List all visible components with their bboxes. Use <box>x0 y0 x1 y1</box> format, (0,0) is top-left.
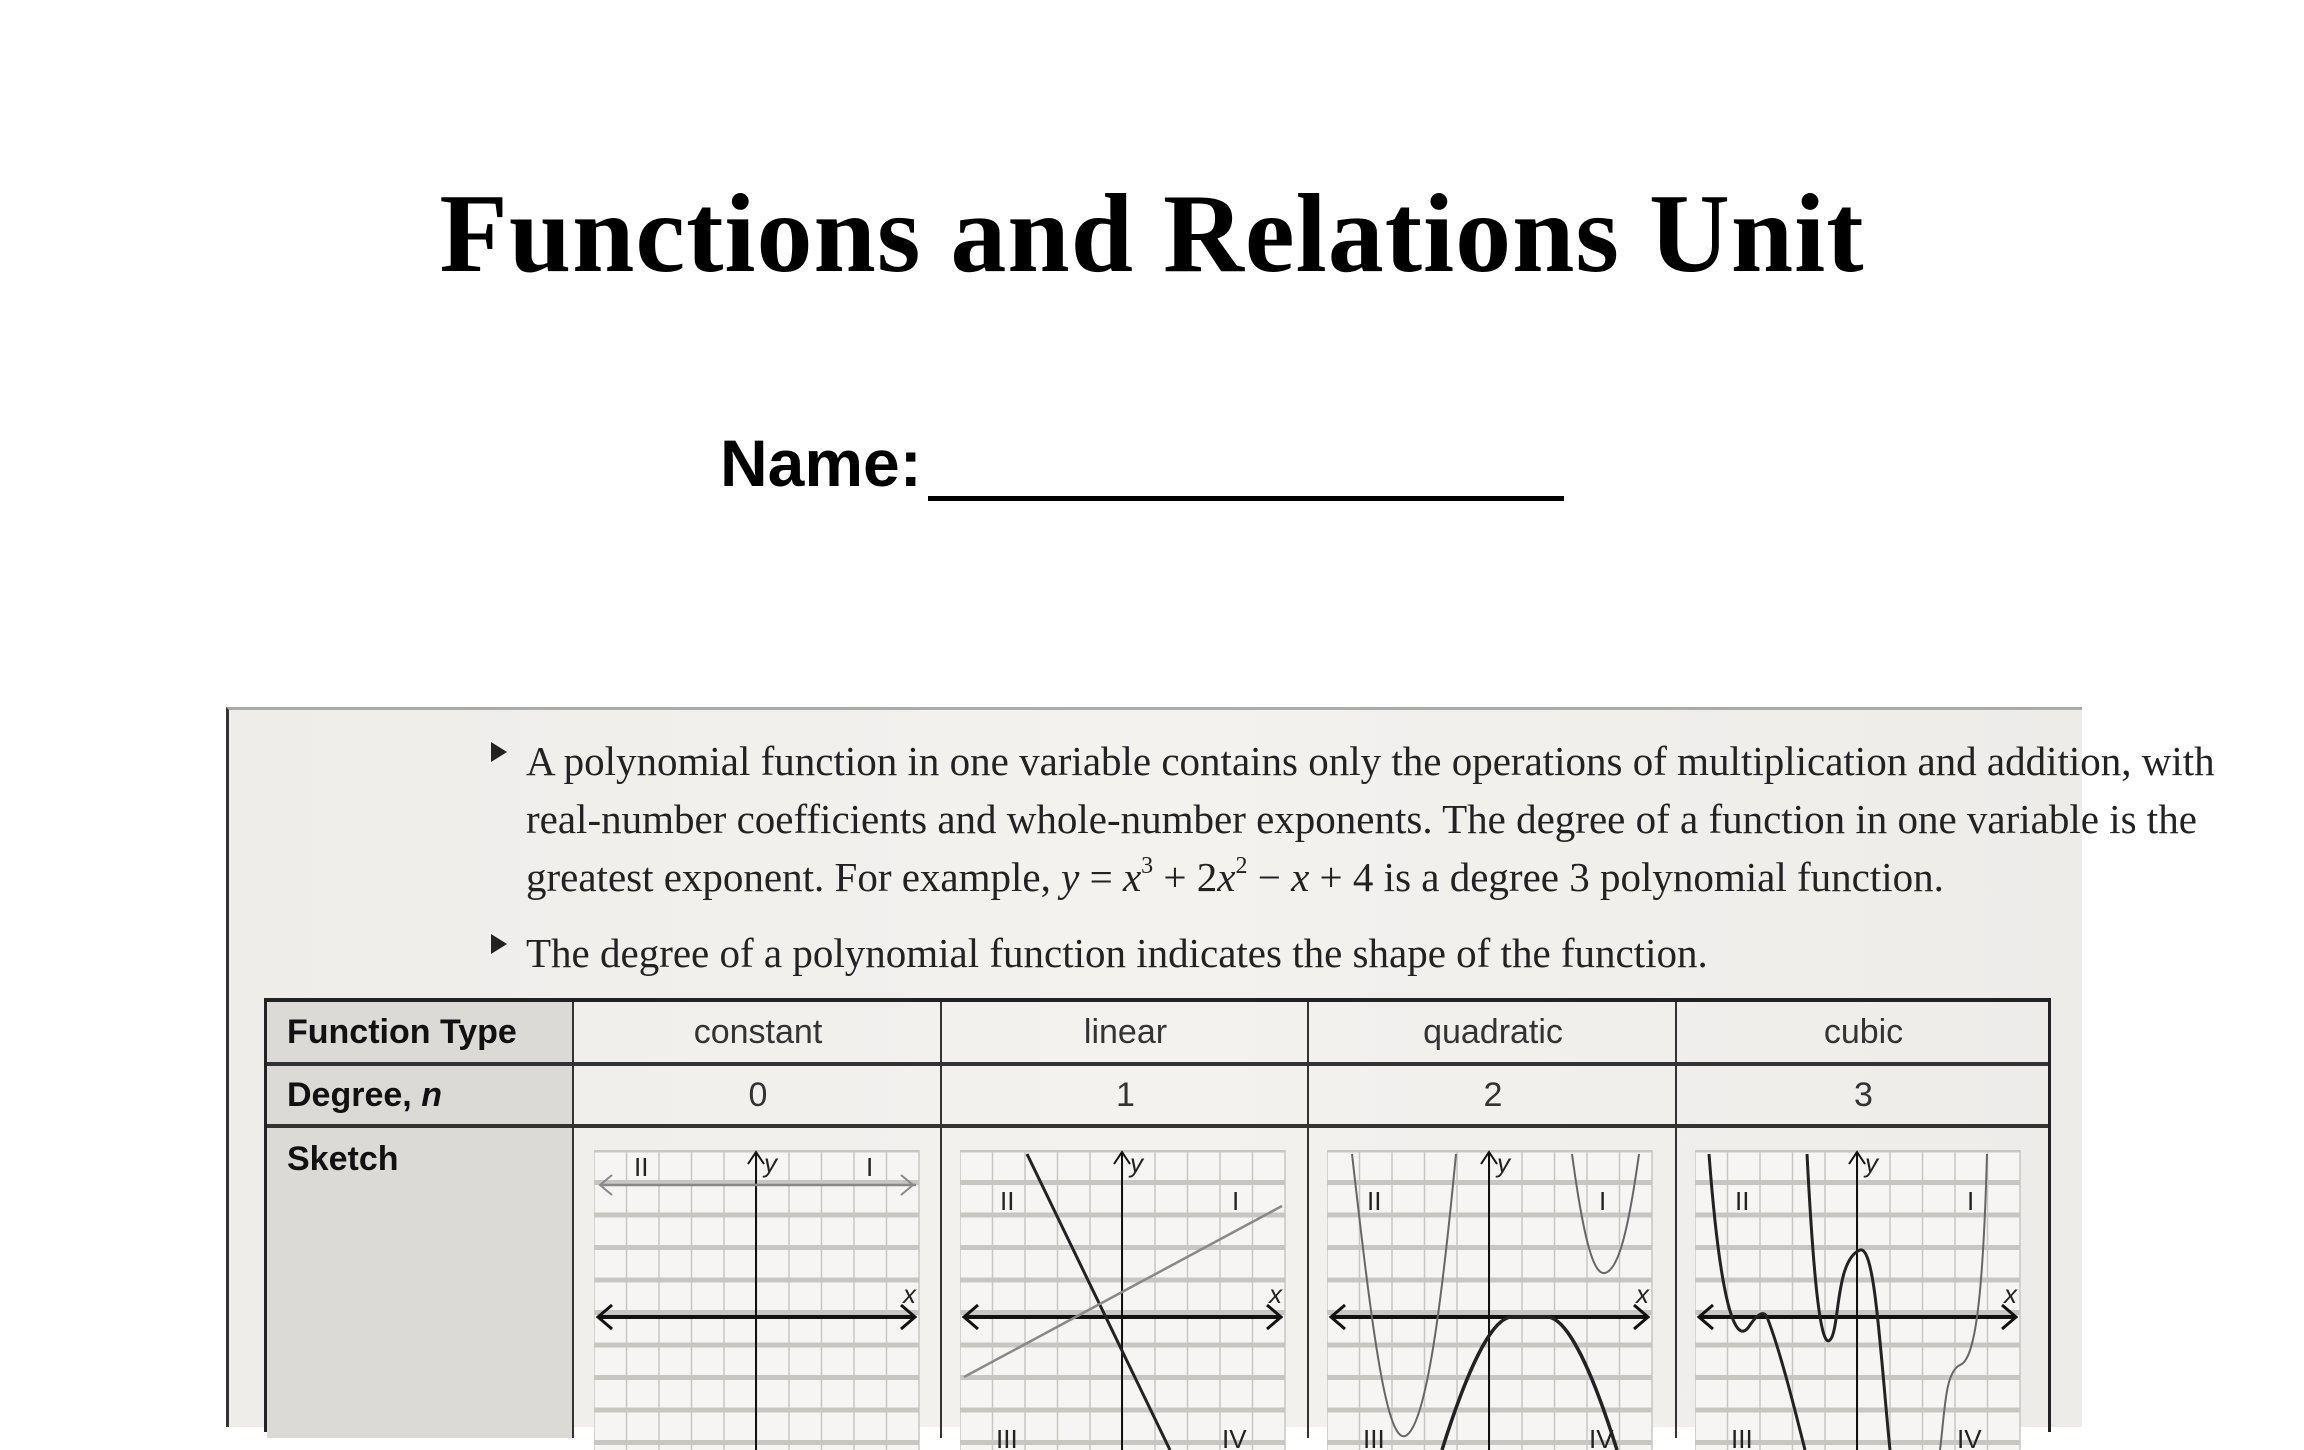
cell-sketch <box>940 1128 1309 1450</box>
quadrant-label: III <box>996 1424 1018 1450</box>
quadrant-label: IV <box>1589 1424 1614 1450</box>
quadratic-graph <box>1327 1150 1657 1450</box>
eq-part: y <box>1061 854 1080 900</box>
cell-sketch <box>1307 1128 1677 1450</box>
quadrant-label: II <box>1735 1186 1750 1216</box>
axis-label: x <box>1269 1279 1282 1309</box>
axis-label: y <box>764 1150 777 1178</box>
function-table <box>264 998 2051 1450</box>
axis-label: y <box>1130 1150 1143 1178</box>
row-sketch <box>267 1128 2048 1450</box>
text-line: real-number coefficients and whole-number exponents. The degree of a function in one variable is the <box>526 796 2197 842</box>
axis-label: y <box>1865 1150 1878 1178</box>
text: is a degree 3 polynomial function. <box>1373 854 1944 900</box>
cell-sketch <box>1675 1128 2050 1450</box>
row-label: Sketch <box>267 1128 572 1438</box>
cell-type: constant <box>572 1002 942 1062</box>
axis-label: y <box>1497 1150 1510 1178</box>
eq-part: + 4 <box>1309 854 1374 900</box>
page-title: Functions and Relations Unit <box>439 172 1865 296</box>
axis-label: x <box>903 1279 916 1309</box>
eq-part: = <box>1079 854 1123 900</box>
axis-label: x <box>2004 1279 2017 1309</box>
axis-label: x <box>1636 1279 1649 1309</box>
text: n <box>421 1075 442 1114</box>
text-line: A polynomial function in one variable contains only the operations of multiplication and addition, with <box>526 738 2215 784</box>
cubic-graph <box>1695 1150 2025 1450</box>
cell-degree: 2 <box>1307 1066 1677 1124</box>
cell-degree: 0 <box>572 1066 942 1124</box>
name-label: Name: <box>720 426 922 500</box>
quadrant-label: III <box>1731 1424 1753 1450</box>
equation <box>1061 854 1373 900</box>
cell-sketch <box>572 1128 942 1438</box>
cell-degree: 1 <box>940 1066 1309 1124</box>
quadrant-label: II <box>1000 1186 1015 1216</box>
eq-part: 3 <box>1141 853 1154 879</box>
row-degree <box>267 1066 2048 1128</box>
eq-part: x <box>1122 854 1142 900</box>
cell-degree: 3 <box>1675 1066 2050 1124</box>
eq-part: − <box>1247 854 1292 900</box>
quadrant-label: IV <box>1222 1424 1247 1450</box>
row-label <box>267 1066 572 1124</box>
quadrant-label: II <box>634 1152 649 1182</box>
row-function-type <box>267 1002 2048 1066</box>
bullet-triangle-icon <box>491 742 507 762</box>
name-field[interactable] <box>928 496 1564 501</box>
cell-type: cubic <box>1675 1002 2050 1062</box>
quadrant-label: III <box>1363 1424 1385 1450</box>
eq-part: 2 <box>1235 853 1248 879</box>
cell-type: quadratic <box>1307 1002 1677 1062</box>
quadrant-label: I <box>1232 1186 1240 1216</box>
quadrant-label: I <box>1599 1186 1607 1216</box>
text: Degree, <box>287 1075 422 1114</box>
eq-part: + 2 <box>1153 854 1218 900</box>
quadrant-label: II <box>1367 1186 1382 1216</box>
text: greatest exponent. For example, <box>526 854 1062 900</box>
quadrant-label: I <box>866 1152 874 1182</box>
row-label: Function Type <box>267 1002 572 1062</box>
cell-type: linear <box>940 1002 1309 1062</box>
constant-graph <box>594 1150 924 1450</box>
text: The degree of a polynomial function indicates the shape of the function. <box>526 930 1708 976</box>
quadrant-label: IV <box>1957 1424 1982 1450</box>
linear-graph <box>960 1150 1290 1450</box>
eq-part: x <box>1217 854 1236 900</box>
text-line <box>526 848 2215 906</box>
eq-part: x <box>1291 854 1310 900</box>
quadrant-label: I <box>1967 1186 1975 1216</box>
bullet-triangle-icon <box>491 934 507 954</box>
